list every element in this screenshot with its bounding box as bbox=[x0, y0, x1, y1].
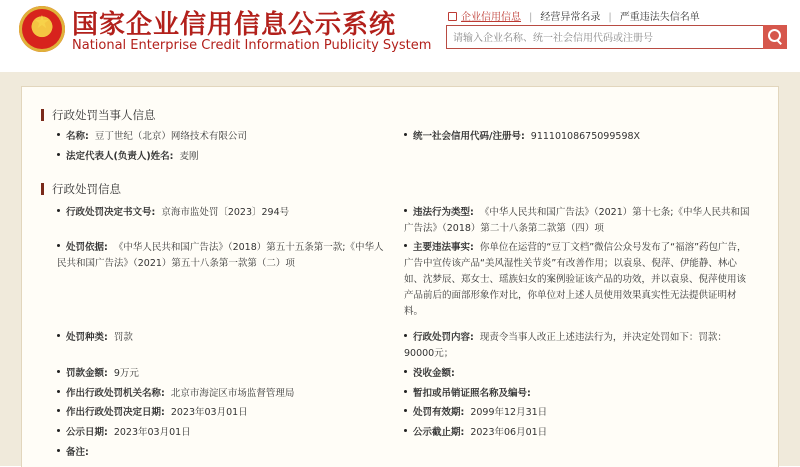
pub-date-row: 公示日期: 2023年03月01日 bbox=[57, 425, 191, 441]
penalty-basis: 《中华人民共和国广告法》（2018）第五十五条第一款;《中华人民共和国广告法》（2021）第五十八条第一款第（二）项 bbox=[57, 242, 384, 269]
pub-date: 2023年03月01日 bbox=[113, 427, 191, 438]
search-box bbox=[446, 25, 787, 49]
nav-credit-info[interactable]: 企业信用信息 bbox=[461, 12, 521, 23]
top-nav bbox=[448, 8, 700, 23]
pub-end-row: 公示截止期: 2023年06月01日 bbox=[404, 425, 547, 441]
violation-type-row: 违法行为类型: 《中华人民共和国广告法》（2021）第十七条;《中华人民共和国广告法》（2018）第二十八条第二款第（四）项 bbox=[404, 207, 750, 234]
doc-no-row: 行政处罚决定书文号: 京海市监处罚〔2023〕294号 bbox=[57, 205, 289, 221]
nav-serious-list[interactable]: 严重违法失信名单 bbox=[619, 12, 700, 23]
violation-facts: 你单位在运营的“豆丁文档”微信公众号发布了“福溶”药包广告，广告中宣传该产品“美风湿性关节炎”有改善作用；以袁泉、倪萍、伊能静、林心如、沈梦辰、郑女士、瑶族妇女的案例验证该产品的功效，并以袁泉、倪萍使用该产品前后的面部形象作对比，你单位对上述人员使用效果真实性无法提供证明材料。 bbox=[404, 242, 747, 317]
penalty-content: 现责令当事人改正上述违法行为，并决定处罚如下：罚款：90000元； bbox=[404, 332, 727, 359]
nav-separator: | bbox=[529, 12, 533, 23]
site-header bbox=[0, 0, 800, 72]
remark-row: 备注: bbox=[57, 445, 95, 461]
violation-type: 《中华人民共和国广告法》（2021）第十七条;《中华人民共和国广告法》（2018）第二十八条第二款第（四）项 bbox=[404, 207, 750, 234]
penalty-kind: 罚款 bbox=[113, 332, 133, 343]
fine-amount: 9万元 bbox=[113, 368, 139, 379]
nav-separator: | bbox=[608, 12, 612, 23]
content-row: 行政处罚内容: 现责令当事人改正上述违法行为，并决定处罚如下：罚款：90000元； bbox=[404, 332, 727, 359]
facts-row: 主要违法事实: 你单位在运营的“豆丁文档”微信公众号发布了“福溶”药包广告，广告中宣传该产品“美风湿性关节炎”有改善作用；以袁泉、倪萍、伊能静、林心如、沈梦辰、郑女士、瑶族妇女的案例验证该产品的功效，并以袁泉、倪萍使用该产品前后的面部形象作对比，你单位对上述人员使用效果真实性无法提供证明材料。 bbox=[404, 242, 747, 317]
kind-row: 处罚种类: 罚款 bbox=[57, 330, 133, 346]
fine-row: 罚款金额: 9万元 bbox=[57, 366, 139, 382]
decision-date: 2023年03月01日 bbox=[170, 407, 248, 418]
doc-no: 京海市监处罚〔2023〕294号 bbox=[161, 207, 290, 218]
authority-name: 北京市海淀区市场监督管理局 bbox=[170, 388, 295, 399]
credit-code: 91110108675099598X bbox=[530, 131, 641, 142]
party-section-title: 行政处罚当事人信息 bbox=[41, 107, 156, 123]
revoke-row: 暂扣或吊销证照名称及编号: bbox=[404, 386, 537, 402]
authority-row: 作出行政处罚机关名称: 北京市海淀区市场监督管理局 bbox=[57, 386, 294, 402]
party-name-row: 名称: 豆丁世纪（北京）网络技术有限公司 bbox=[57, 129, 247, 145]
penalty-section-title: 行政处罚信息 bbox=[41, 181, 121, 197]
credit-code-row: 统一社会信用代码/注册号: 91110108675099598X bbox=[404, 129, 640, 145]
valid-period-row: 处罚有效期: 2099年12月31日 bbox=[404, 405, 547, 421]
site-title: 国家企业信用信息公示系统 bbox=[72, 10, 397, 40]
party-name: 豆丁世纪（北京）网络技术有限公司 bbox=[94, 131, 247, 142]
site-subtitle: National Enterprise Credit Information Publicity System bbox=[72, 38, 432, 53]
search-input[interactable] bbox=[447, 29, 764, 49]
basis-row: 处罚依据: 《中华人民共和国广告法》（2018）第五十五条第一款;《中华人民共和国广告法》（2021）第五十八条第一款第（二）项 bbox=[57, 242, 384, 269]
legal-rep-row: 法定代表人(负责人)姓名: 麦刚 bbox=[57, 149, 199, 165]
pub-end-date: 2023年06月01日 bbox=[470, 427, 548, 438]
legal-rep: 麦刚 bbox=[179, 151, 199, 162]
national-emblem-icon: ★ bbox=[19, 6, 65, 52]
search-button[interactable] bbox=[763, 25, 787, 49]
home-icon[interactable] bbox=[448, 12, 457, 21]
nav-abnormal-list[interactable]: 经营异常名录 bbox=[540, 12, 601, 23]
confiscate-row: 没收金额: bbox=[404, 366, 461, 382]
decision-date-row: 作出行政处罚决定日期: 2023年03月01日 bbox=[57, 405, 248, 421]
valid-period: 2099年12月31日 bbox=[470, 407, 548, 418]
